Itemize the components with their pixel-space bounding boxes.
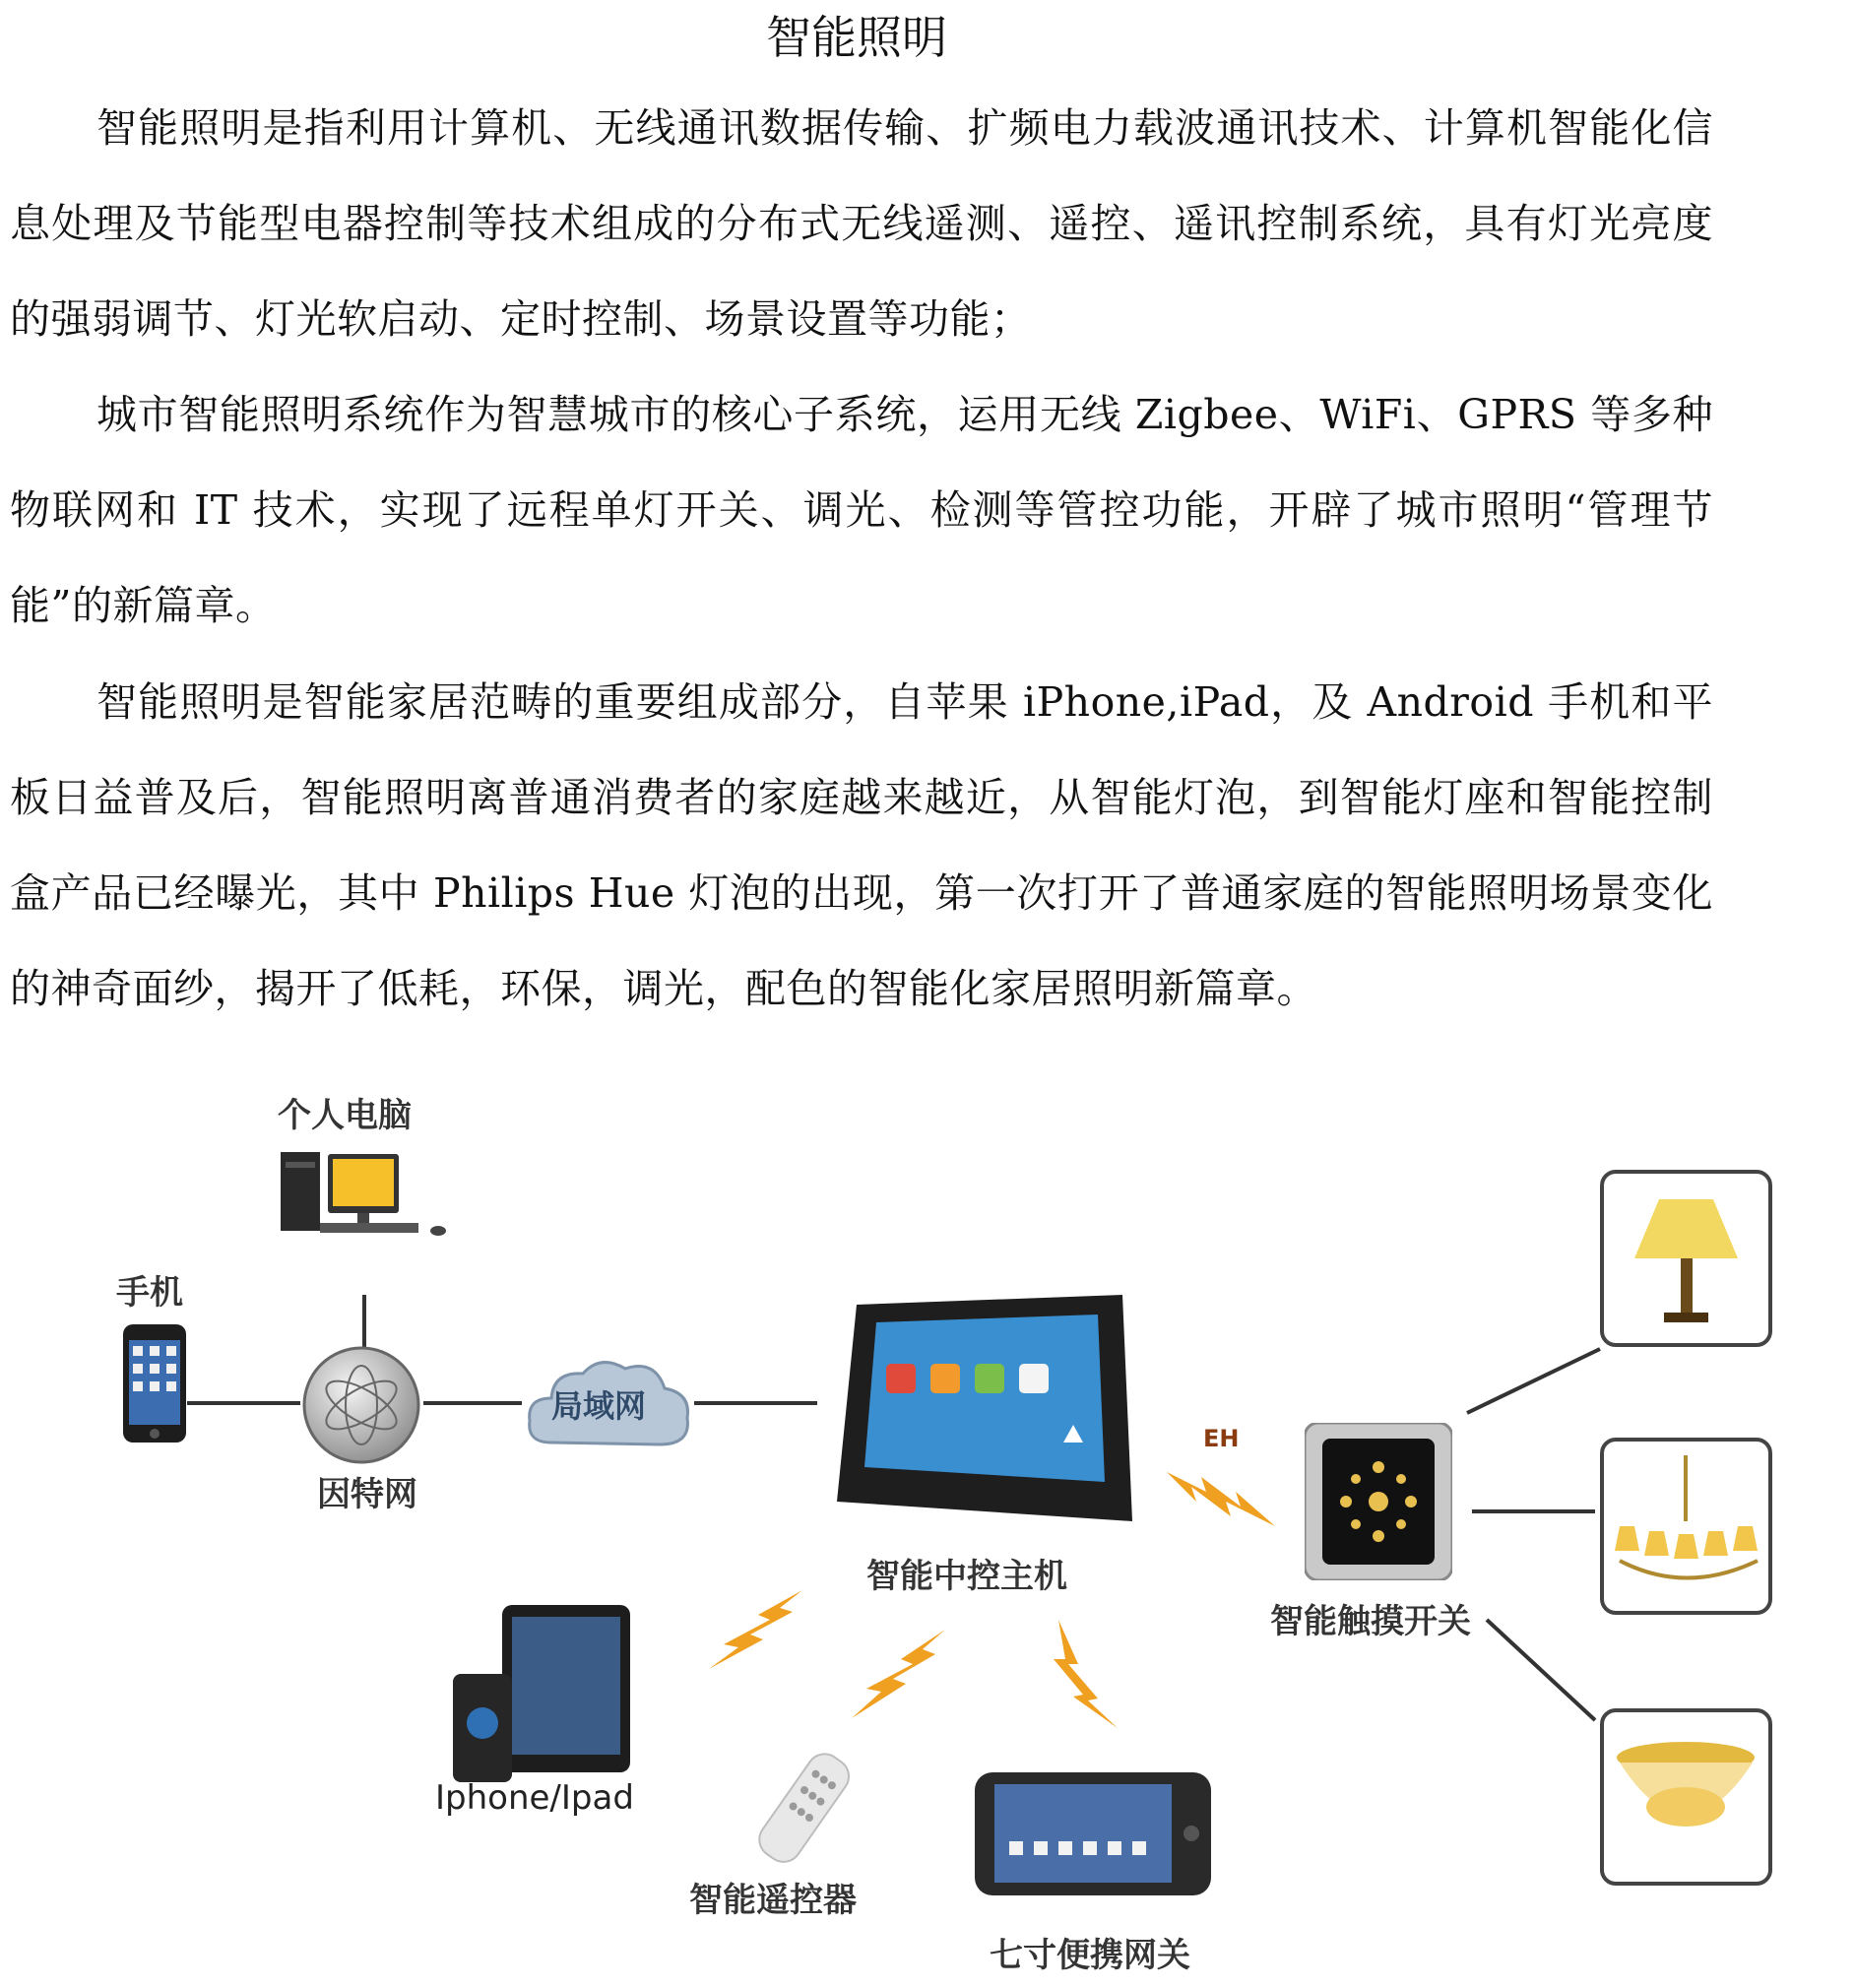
desktop-computer-icon: [281, 1152, 453, 1265]
pc-label: 个人电脑: [278, 1096, 412, 1135]
table-lamp-icon: [1600, 1170, 1772, 1352]
lightning-icon: [709, 1590, 807, 1674]
mobile-phone-icon: [123, 1324, 186, 1447]
paragraph-2: 城市智能照明系统作为智慧城市的核心子系统，运用无线 Zigbee、WiFi、GPRS 等多种物联网和 IT 技术，实现了远程单灯开关、调光、检测等管控功能，开辟了城市照明“管理节能”的新篇章。: [10, 391, 1713, 629]
page-title: 智能照明: [766, 11, 947, 64]
touch-switch-label: 智能触摸开关: [1270, 1602, 1471, 1641]
internet-label: 因特网: [317, 1475, 417, 1514]
phone-label: 手机: [116, 1273, 183, 1313]
touch-switch-icon: [1305, 1423, 1452, 1585]
iphone-ipad-label: Iphone/Ipad: [435, 1778, 634, 1818]
lan-label: 局域网: [551, 1387, 647, 1425]
smart-lighting-diagram: [0, 1058, 1855, 1988]
cloud-icon: [522, 1354, 694, 1467]
eh-label: EH: [1203, 1425, 1240, 1452]
lightning-icon: [1054, 1620, 1122, 1733]
tablet-host-icon: [837, 1295, 1132, 1536]
chandelier-icon: [1600, 1438, 1772, 1620]
paragraph-3: 智能照明是智能家居范畴的重要组成部分，自苹果 iPhone,iPad，及 Android 手机和平板日益普及后，智能照明离普通消费者的家庭越来越近，从智能灯泡，到智能灯座和智能控制盒产品已经曝光，其中 Philips Hue 灯泡的出现，第一次打开了普通家庭的智能照明场景变化的神奇面纱，揭开了低耗，环保，调光，配色的智能化家居照明新篇章。: [10, 678, 1713, 1012]
lightning-icon: [1167, 1452, 1275, 1536]
portable-gateway-icon: [975, 1772, 1211, 1900]
lightning-icon: [852, 1630, 950, 1723]
paragraph-1: 智能照明是指利用计算机、无线通讯数据传输、扩频电力载波通讯技术、计算机智能化信息处理及节能型电器控制等技术组成的分布式无线遥测、遥控、遥讯控制系统，具有灯光亮度的强弱调节、灯光软启动、定时控制、场景设置等功能；: [10, 104, 1713, 343]
iphone-ipad-icon: [453, 1605, 635, 1787]
ceiling-light-icon: [1600, 1708, 1772, 1891]
remote-label: 智能遥控器: [689, 1881, 857, 1920]
host-label: 智能中控主机: [866, 1557, 1067, 1596]
remote-control-icon: [743, 1748, 862, 1871]
globe-icon: [300, 1344, 423, 1472]
gateway-label: 七寸便携网关: [990, 1936, 1190, 1975]
